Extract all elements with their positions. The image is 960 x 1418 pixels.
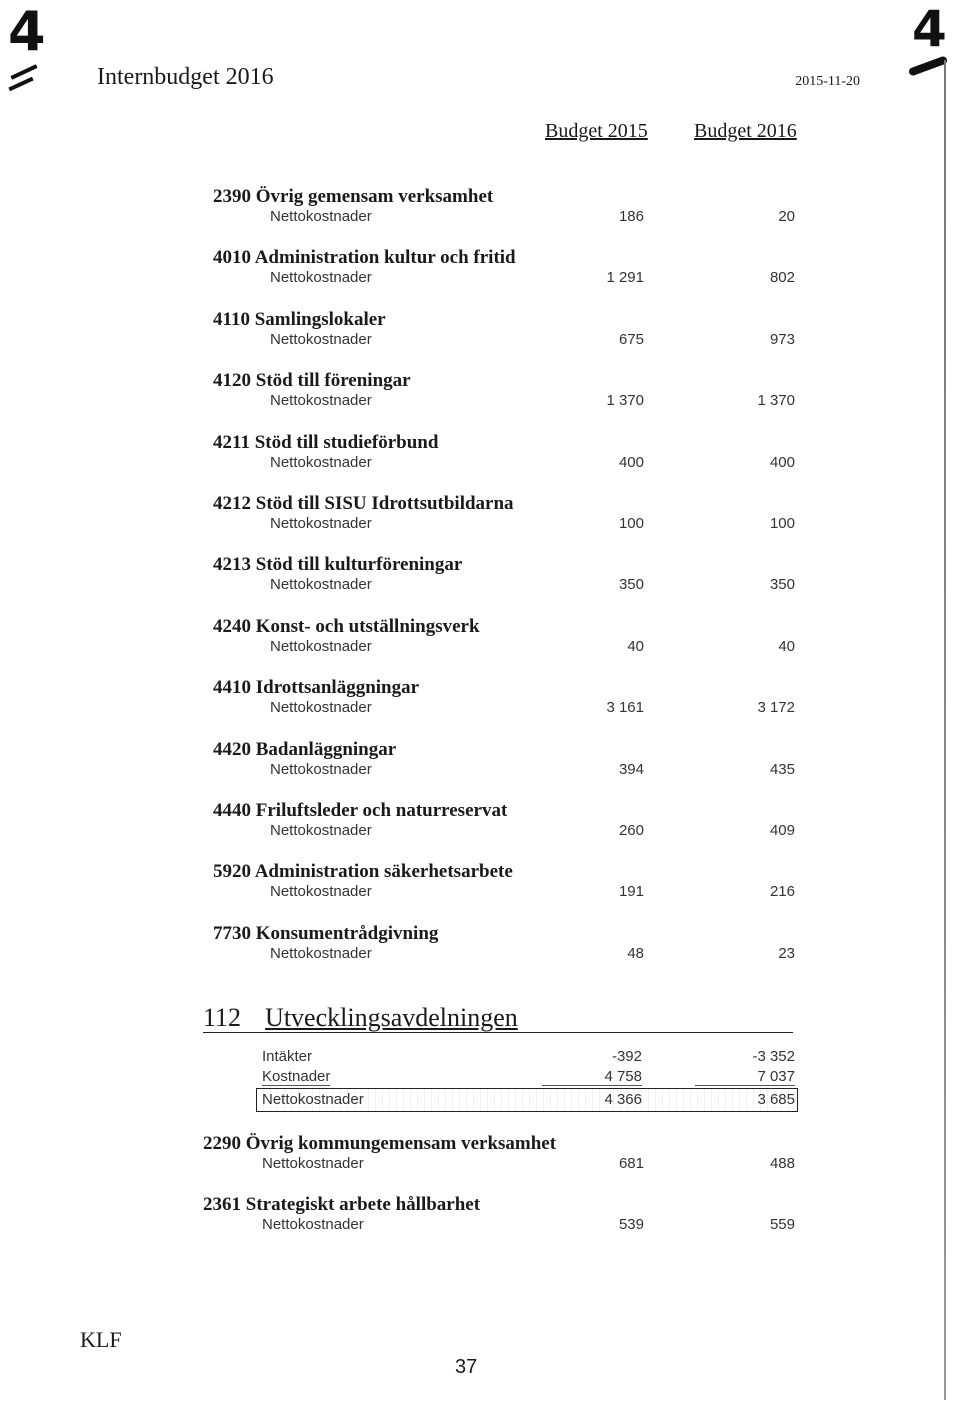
page-title: Internbudget 2016 [97,64,274,90]
unit-block [0,432,960,474]
value-2015: 1 291 [606,269,644,287]
department-row-intakter [0,1048,960,1068]
value-2016: 400 [769,453,795,471]
unit-title: 4440 Friluftsleder och naturreservat [213,800,508,821]
value-2016: 40 [778,637,795,655]
document-date: 2015-11-20 [795,74,860,89]
unit-row-label: Nettokostnader [270,208,372,225]
unit-block [0,677,960,719]
unit-row-label: Nettokostnader [270,637,372,655]
unit-title: 4212 Stöd till SISU Idrottsutbildarna [213,493,514,514]
unit-row-label: Nettokostnader [270,330,372,348]
value-2016: 20 [778,208,795,225]
handwritten-arrow-right [908,55,948,76]
unit-block [0,554,960,596]
department-row-kostnader [0,1068,960,1088]
unit-row-label: Nettokostnader [270,269,372,287]
unit-title: 4010 Administration kultur och fritid [213,247,516,269]
unit-title: 4110 Samlingslokaler [213,308,386,330]
unit-block [0,616,960,658]
value-2016: 488 [769,1155,795,1172]
unit-block [0,186,960,228]
value-2015: 48 [627,944,644,962]
unit-block [0,739,960,781]
value-2016: 23 [778,944,795,962]
column-header-budget-2016: Budget 2016 [694,120,797,142]
unit-block [0,370,960,412]
column-header-budget-2015: Budget 2015 [545,120,648,142]
unit-title: 4120 Stöd till föreningar [213,370,411,392]
value-2015: 3 161 [606,699,644,717]
department-name: Utvecklingsavdelningen [265,1003,518,1032]
unit-block [0,309,960,351]
unit-row-label: Nettokostnader [270,699,372,717]
unit-row-label: Nettokostnader [262,1216,364,1233]
value-2016: 973 [769,330,795,348]
unit-row-label: Nettokostnader [270,453,372,471]
value-2015: 4 366 [604,1091,642,1108]
value-2015: 191 [618,883,644,901]
page-number: 37 [455,1356,478,1378]
unit-block [0,1194,960,1236]
unit-row-label: Nettokostnader [270,392,372,410]
unit-row-label: Nettokostnader [270,822,372,839]
handwritten-page-mark-left: 4 [8,0,46,63]
value-2016: 3 685 [757,1091,795,1108]
unit-row-label: Nettokostnader [270,515,372,532]
value-2015: 4 758 [542,1068,642,1086]
footer-org-code: KLF [80,1327,122,1352]
value-2015: 400 [618,453,644,471]
handwritten-underline-left [10,64,37,79]
value-2015: -392 [611,1048,642,1065]
value-2016: 1 370 [757,392,795,410]
value-2015: 186 [618,208,644,225]
unit-block [0,493,960,535]
value-2015: 260 [618,822,644,839]
unit-row-label: Nettokostnader [270,883,372,901]
unit-row-label: Nettokostnader [270,760,372,778]
unit-title: 2390 Övrig gemensam verksamhet [213,186,494,207]
value-2016: 802 [769,269,795,287]
unit-block [0,247,960,289]
unit-row-label: Nettokostnader [270,576,372,594]
department-divider [203,1032,793,1033]
value-2016: 559 [769,1216,795,1233]
value-2016: 7 037 [695,1068,795,1086]
value-2016: 216 [769,883,795,901]
unit-title: 7730 Konsumentrådgivning [213,922,439,944]
value-2015: 1 370 [606,392,644,410]
unit-block [0,1133,960,1175]
unit-title: 5920 Administration säkerhetsarbete [213,861,513,883]
value-2016: 435 [769,760,795,778]
unit-block [0,800,960,842]
unit-title: 2290 Övrig kommungemensam verksamhet [203,1133,557,1154]
unit-block [0,861,960,903]
value-2015: 350 [618,576,644,594]
value-2015: 539 [618,1216,644,1233]
department-code: 112 [203,1003,242,1032]
value-2016: 3 172 [757,699,795,717]
handwritten-page-mark-right: 4 [912,0,947,58]
unit-block [0,923,960,965]
unit-title: 4240 Konst- och utställningsverk [213,615,480,637]
department-row-nettokostnader [0,1091,960,1111]
value-2015: 40 [627,637,644,655]
value-2016: 409 [769,822,795,839]
row-label: Intäkter [262,1048,313,1065]
value-2015: 681 [618,1155,644,1172]
unit-title: 4213 Stöd till kulturföreningar [213,554,463,576]
unit-title: 2361 Strategiskt arbete hållbarhet [203,1194,481,1215]
row-label: Kostnader [262,1068,331,1085]
row-label: Nettokostnader [262,1091,364,1108]
unit-title: 4410 Idrottsanläggningar [213,677,420,699]
department-heading [203,1003,518,1033]
value-2015: 675 [618,330,644,348]
unit-row-label: Nettokostnader [270,944,372,962]
unit-title: 4211 Stöd till studieförbund [213,431,439,453]
unit-title: 4420 Badanläggningar [213,738,397,760]
value-2015: 100 [618,515,644,532]
value-2016: -3 352 [752,1048,795,1065]
value-2016: 350 [769,576,795,594]
value-2016: 100 [769,515,795,532]
value-2015: 394 [618,760,644,778]
unit-row-label: Nettokostnader [262,1155,364,1172]
